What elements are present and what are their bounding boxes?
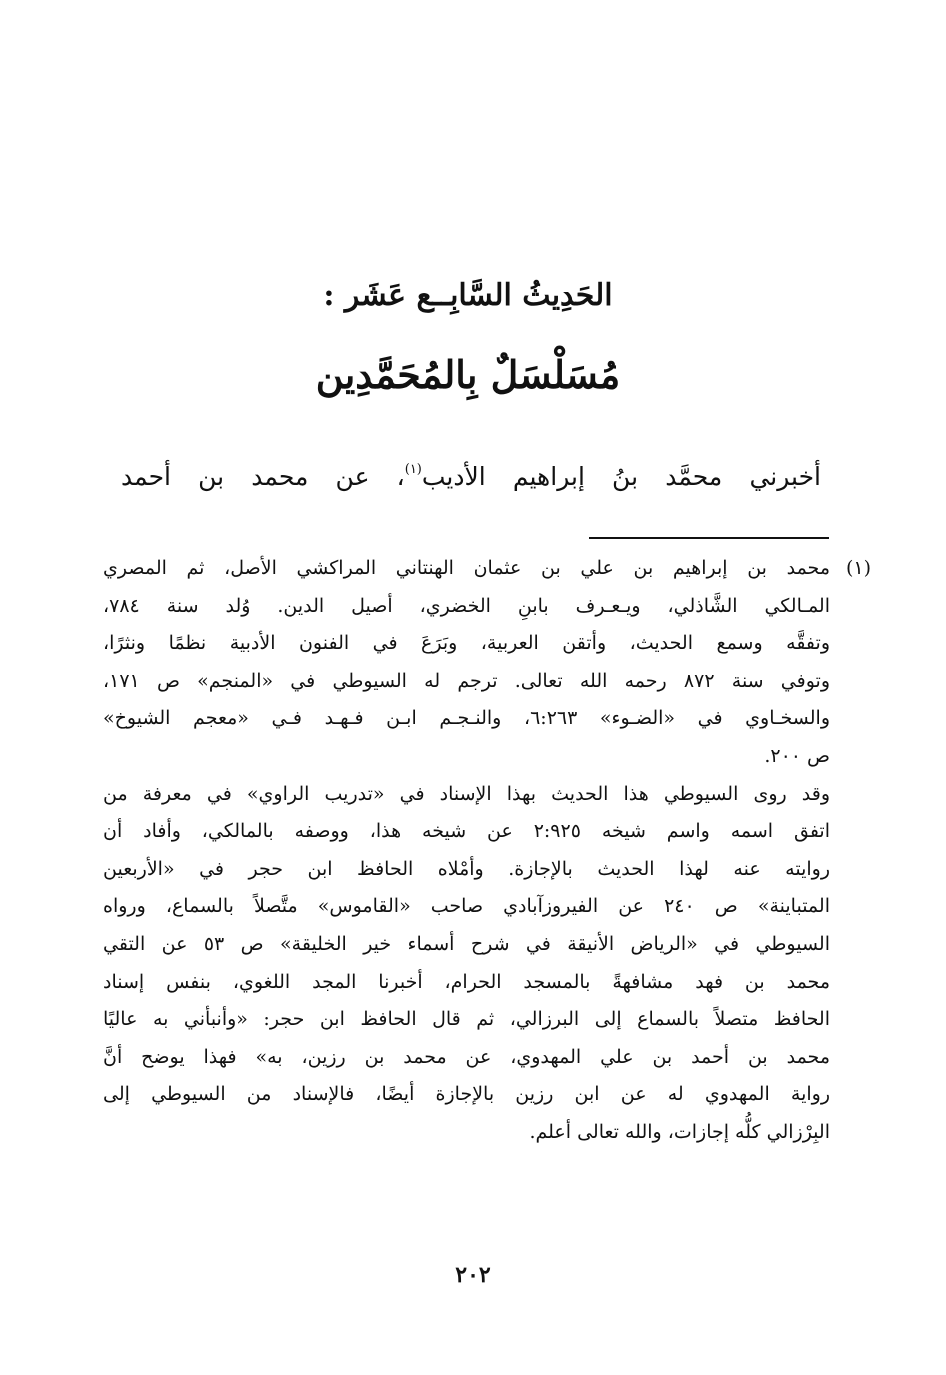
footnote-first-line-wrap bbox=[103, 550, 871, 588]
intro-text-start: أخبرني محمَّد بنُ إبراهيم الأديب bbox=[421, 462, 821, 491]
footnote-line: السيوطي في «الرياض الأنيقة في شرح أسماء خير الخليقة» ص ٥٣ عن التقي bbox=[103, 932, 830, 955]
hadith-title: الحَدِيثُ السَّابِــع عَشَر : bbox=[323, 278, 613, 313]
footnote-divider bbox=[589, 537, 829, 539]
footnote-line: روايته عنه لهذا الحديث بالإجازة. وأمْلاه الحافظ ابن حجر في «الأربعين bbox=[103, 857, 830, 880]
footnote-line: محمد بن أحمد بن علي المهدوي، عن محمد بن رزين، به» فهذا يوضح أنَّ bbox=[103, 1045, 830, 1068]
footnote-line: وقد روى السيوطي هذا الحديث بهذا الإسناد في «تدريب الراوي» في معرفة من bbox=[103, 782, 830, 805]
footnote-line: اتفق اسمه واسم شيخه ٢:٩٢٥ عن شيخه هذا، ووصفه بالمالكي، وأفاد أن bbox=[103, 820, 830, 843]
footnote-marker: (١) bbox=[845, 557, 871, 579]
footnote-line: محمد بن فهد مشافهةً بالمسجد الحرام، أخبرنا المجد اللغوي، بنفس إسناد bbox=[103, 970, 830, 993]
footnote-line: محمد بن إبراهيم بن علي بن عثمان الهنتاني المراكشي الأصل، ثم المصري bbox=[103, 557, 830, 579]
hadith-subtitle: مُسَلْسَلٌ بِالمُحَمَّدِين bbox=[315, 352, 621, 397]
footnote-line: ص ٢٠٠. bbox=[764, 744, 830, 767]
footnote-line: المـالكي الشَّاذلي، ويـعـرف بابنِ الخضري، أصيل الدين. وُلد سنة ٧٨٤، bbox=[103, 594, 830, 617]
footnote-line: رواية المهدوي له عن ابن رزين بالإجازة أيضًا، فالإسناد من السيوطي إلى bbox=[103, 1083, 830, 1106]
footnote-line: وتوفي سنة ٨٧٢ رحمه الله تعالى. ترجم له السيوطي في «المنجم» ص ١٧١، bbox=[103, 669, 831, 692]
intro-text-end: ، عن محمد بن أحمد bbox=[121, 462, 405, 491]
footnote-line: وتفقَّه وسمع الحديث، وأتقن العربية، وبَرَعَ في الفنون الأدبية نظمًا ونثرًا، bbox=[103, 632, 830, 655]
footnote bbox=[103, 550, 871, 1152]
page-number: ٢٠٢ bbox=[455, 1262, 491, 1288]
footnote-line: البِرْزالي كلُّه إجازات، والله تعالى أعلم. bbox=[529, 1120, 830, 1143]
footnote-line: الحافظ متصلاً بالسماع إلى البرزالي، ثم قال الحافظ ابن حجر: «وأنبأني به عاليًا bbox=[103, 1008, 830, 1031]
footnote-reference: (١) bbox=[404, 462, 422, 477]
footnote-line: المتباينة» ص ٢٤٠ عن الفيروزآبادي صاحب «القاموس» متَّصلاً بالسماع، ورواه bbox=[103, 895, 830, 918]
footnote-line: والسخـاوي في «الضـوء» ٦:٢٦٣، والنـجـم ابـن فـهـد فـي «معجم الشيوخ» bbox=[103, 707, 831, 730]
hadith-chain-line bbox=[121, 462, 821, 491]
